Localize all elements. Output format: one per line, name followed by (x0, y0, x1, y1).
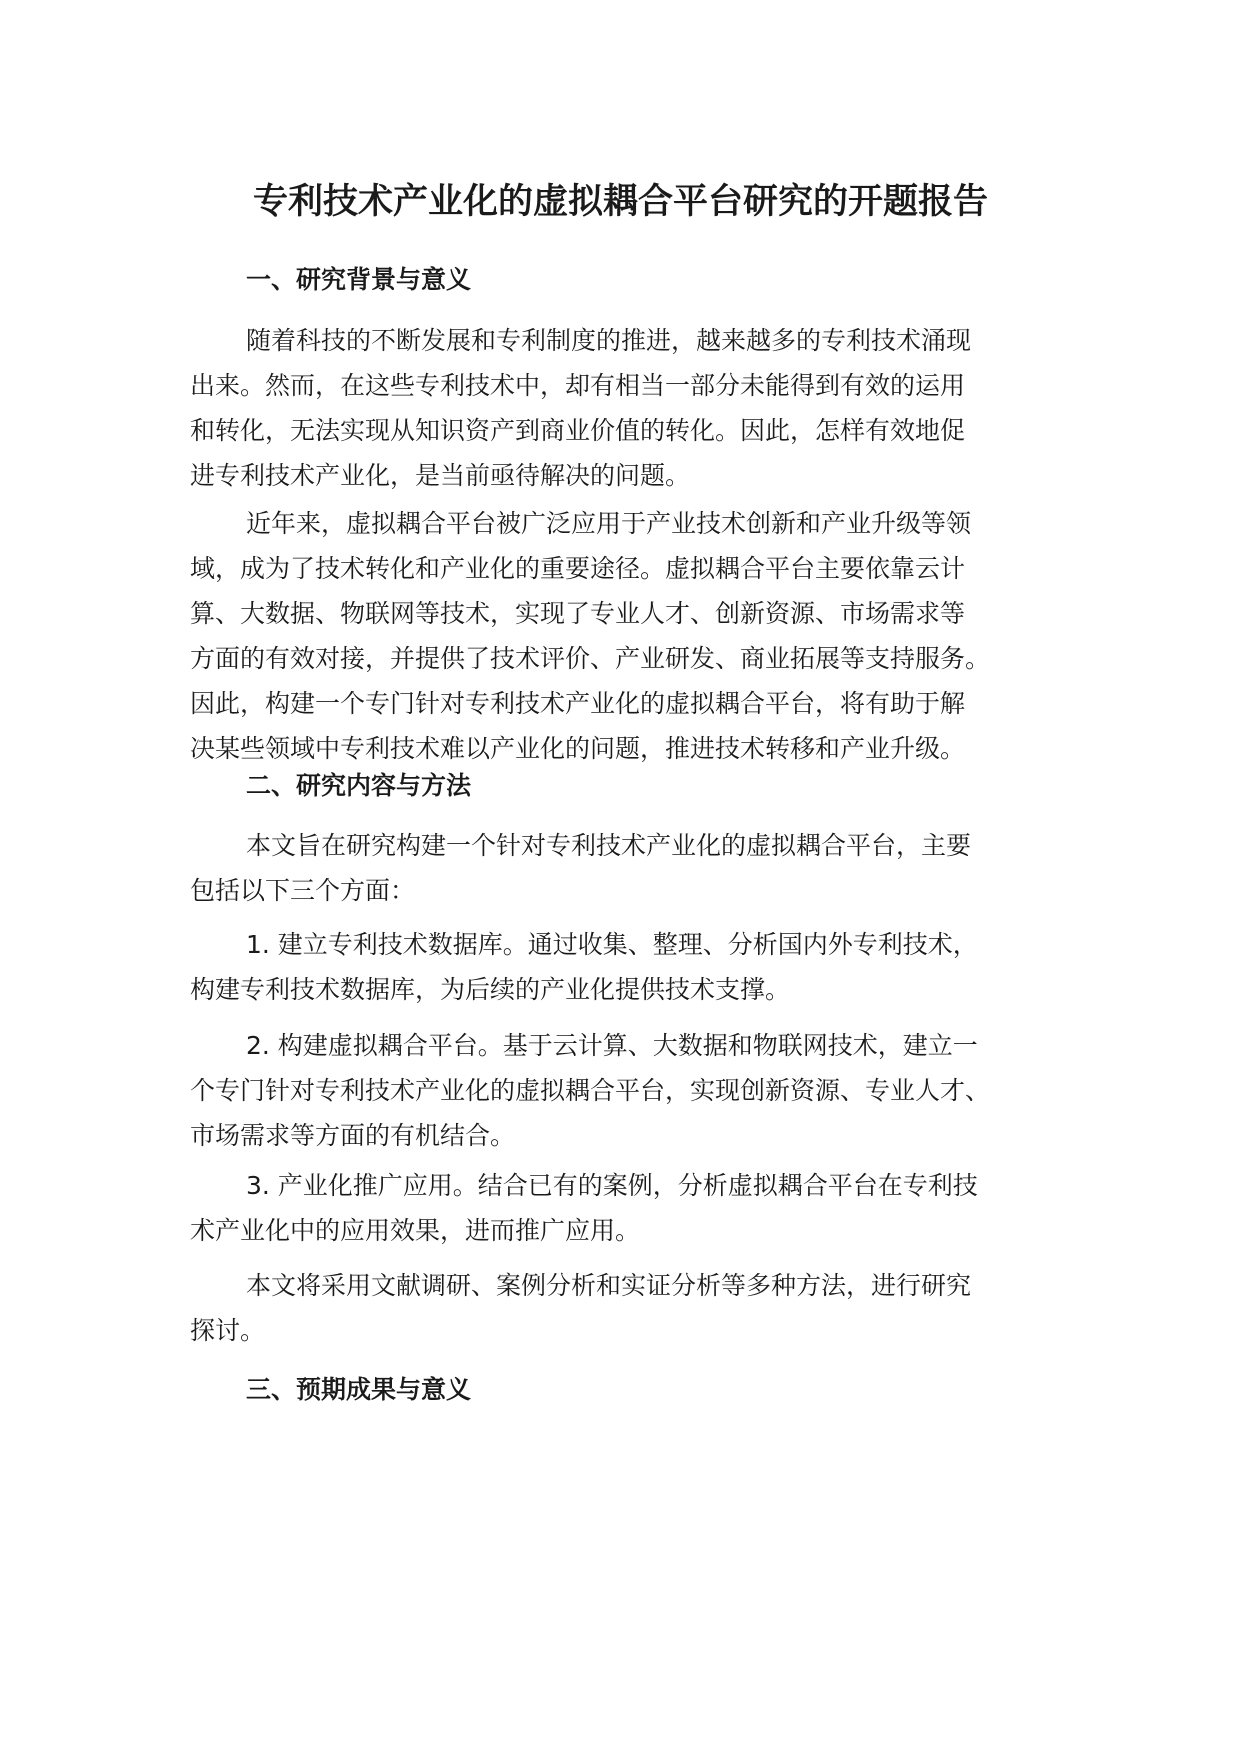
paragraph-line: 本文将采用文献调研、案例分析和实证分析等多种方法，进行研究 (246, 1271, 972, 1300)
paragraph-line: 域，成为了技术转化和产业化的重要途径。虚拟耦合平台主要依靠云计 (190, 554, 966, 583)
list-item-application (190, 1163, 978, 1253)
section-heading-background: 一、研究背景与意义 (246, 265, 472, 294)
list-item-database (190, 922, 978, 1012)
paragraph-line: 个专门针对专利技术产业化的虚拟耦合平台，实现创新资源、专业人才、 (190, 1076, 991, 1105)
paragraph-line: 术产业化中的应用效果，进而推广应用。 (190, 1216, 641, 1245)
paragraph-methods-approach (190, 1263, 971, 1353)
section-heading-methods: 二、研究内容与方法 (246, 771, 472, 800)
paragraph-line: 因此，构建一个专门针对专利技术产业化的虚拟耦合平台，将有助于解 (190, 689, 966, 718)
section-heading-outcomes: 三、预期成果与意义 (246, 1375, 472, 1404)
paragraph-line: 随着科技的不断发展和专利制度的推进，越来越多的专利技术涌现 (246, 326, 972, 355)
paragraph-line: 市场需求等方面的有机结合。 (190, 1121, 516, 1150)
paragraph-line: 本文旨在研究构建一个针对专利技术产业化的虚拟耦合平台，主要 (246, 831, 972, 860)
paragraph-line: 出来。然而，在这些专利技术中，却有相当一部分未能得到有效的运用 (190, 371, 966, 400)
paragraph-line: 方面的有效对接，并提供了技术评价、产业研发、商业拓展等支持服务。 (190, 644, 991, 673)
paragraph-line: 1. 建立专利技术数据库。通过收集、整理、分析国内外专利技术， (246, 930, 978, 959)
paragraph-methods-intro (190, 823, 971, 913)
paragraph-line: 算、大数据、物联网等技术，实现了专业人才、创新资源、市场需求等 (190, 599, 966, 628)
paragraph-background-1 (190, 318, 971, 498)
list-item-platform (190, 1023, 990, 1158)
paragraph-line: 决某些领域中专利技术难以产业化的问题，推进技术转移和产业升级。 (190, 734, 966, 763)
paragraph-line: 进专利技术产业化，是当前亟待解决的问题。 (190, 461, 691, 490)
paragraph-line: 2. 构建虚拟耦合平台。基于云计算、大数据和物联网技术，建立一 (246, 1031, 978, 1060)
document-title: 专利技术产业化的虚拟耦合平台研究的开题报告 (252, 182, 988, 222)
paragraph-line: 包括以下三个方面： (190, 876, 416, 905)
paragraph-line: 3. 产业化推广应用。结合已有的案例，分析虚拟耦合平台在专利技 (246, 1171, 978, 1200)
paragraph-line: 近年来，虚拟耦合平台被广泛应用于产业技术创新和产业升级等领 (246, 509, 972, 538)
paragraph-line: 和转化，无法实现从知识资产到商业价值的转化。因此，怎样有效地促 (190, 416, 966, 445)
paragraph-line: 探讨。 (190, 1316, 266, 1345)
paragraph-background-2 (190, 501, 990, 771)
paragraph-line: 构建专利技术数据库，为后续的产业化提供技术支撑。 (190, 975, 791, 1004)
